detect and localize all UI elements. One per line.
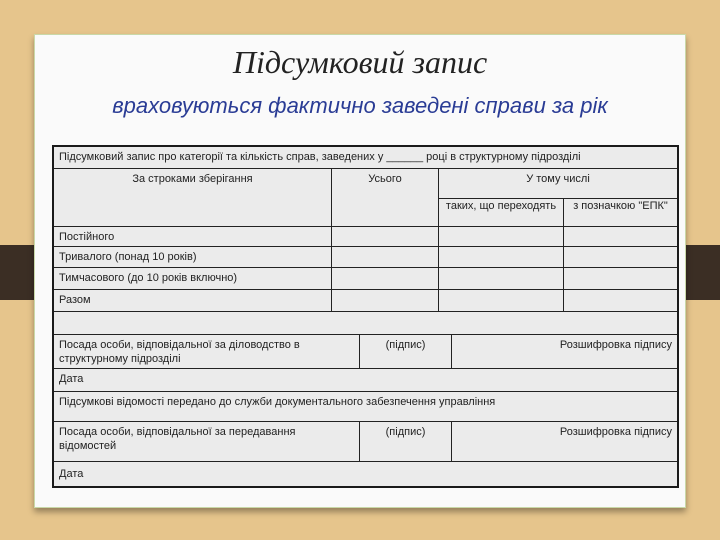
header-including: У тому числі: [439, 169, 677, 199]
slide-title: Підсумковий запис: [232, 44, 488, 80]
signature-decode-label: Розшифровка підпису: [452, 335, 677, 369]
date-label: Дата: [54, 369, 677, 392]
signature-label: (підпис): [360, 422, 452, 462]
header-storage: За строками зберігання: [54, 169, 332, 227]
cell-transferring[interactable]: [439, 247, 564, 268]
cell-total[interactable]: [332, 227, 439, 247]
row-label: Тимчасового (до 10 років включно): [54, 268, 332, 290]
signature-label: (підпис): [360, 335, 452, 369]
cell-epk[interactable]: [564, 247, 677, 268]
cell-transferring[interactable]: [439, 227, 564, 247]
cell-total[interactable]: [332, 290, 439, 312]
row-label: Разом: [54, 290, 332, 312]
responsible-position: Посада особи, відповідальної за діловодство в структурному підрозділі: [54, 335, 360, 369]
date-label: Дата: [59, 468, 84, 480]
cell-epk[interactable]: [564, 290, 677, 312]
cell-transferring[interactable]: [439, 268, 564, 290]
summary-table: [52, 145, 679, 488]
cell-total[interactable]: [332, 247, 439, 268]
cell-epk[interactable]: [564, 227, 677, 247]
cell-total[interactable]: [332, 268, 439, 290]
transfer-position: Посада особи, відповідальної за передавання відомостей: [54, 422, 360, 462]
header-transferring: таких, що переходять: [439, 199, 564, 227]
blank-row: [54, 312, 677, 335]
cell-epk[interactable]: [564, 268, 677, 290]
header-epk: з позначкою "ЕПК": [564, 199, 677, 227]
cell-transferring[interactable]: [439, 290, 564, 312]
transferred-note: Підсумкові відомості передано до служби документального забезпечення управління: [54, 392, 677, 422]
header-total: Усього: [332, 169, 439, 227]
table-caption: Підсумковий запис про категорії та кількість справ, заведених у ______ році в структурному підрозділі: [54, 147, 677, 169]
slide-subtitle: враховуються фактично заведені справи за рік: [112, 93, 608, 118]
row-label: Постійного: [54, 227, 332, 247]
signature-decode-label: Розшифровка підпису: [452, 422, 677, 462]
row-label: Тривалого (понад 10 років): [54, 247, 332, 268]
